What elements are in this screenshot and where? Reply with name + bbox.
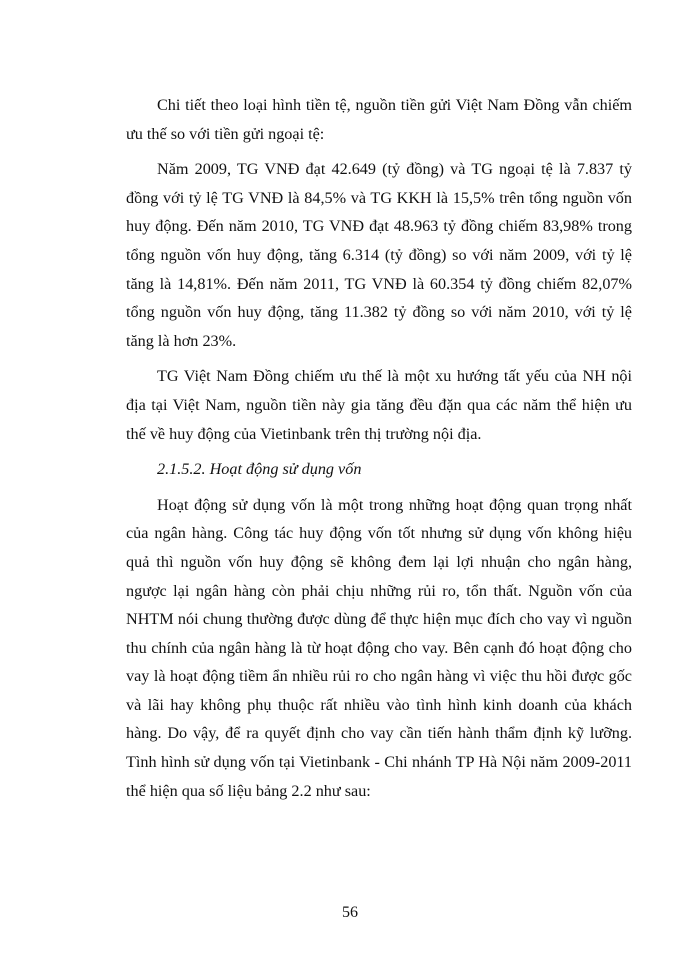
- paragraph-deposit-trend: TG Việt Nam Đồng chiếm ưu thế là một xu hướng tất yếu của NH nội địa tại Việt Nam, nguồn tiền này gia tăng đều đặn qua các năm thể hiện ưu thế về huy động của Vietinbank trên thị trường nội địa.: [126, 367, 632, 443]
- section-heading: 2.1.5.2. Hoạt động sử dụng vốn: [157, 460, 362, 479]
- paragraph-capital-usage: Hoạt động sử dụng vốn là một trong những hoạt động quan trọng nhất của ngân hàng. Công tác huy động vốn tốt nhưng sử dụng vốn không hiệu quả thì nguồn vốn huy động sẽ không đem lại lợi nhuận cho ngân hàng, ngược lại ngân hàng còn phải chịu những rủi ro, tổn thất. Nguồn vốn của NHTM nói chung thường được dùng để thực hiện mục đích cho vay vì nguồn thu chính của ngân hàng là từ hoạt động cho vay. Bên cạnh đó hoạt động cho vay là hoạt động tiềm ẩn nhiều rủi ro cho ngân hàng vì việc thu hồi được gốc và lãi hay không phụ thuộc rất nhiều vào tình hình kinh doanh của khách hàng. Do vậy, để ra quyết định cho vay cần tiến hành thẩm định kỹ lưỡng. Tình hình sử dụng vốn tại Vietinbank - Chi nhánh TP Hà Nội năm 2009-2011 thể hiện qua số liệu bảng 2.2 như sau:: [126, 495, 632, 800]
- paragraph-deposit-figures: Năm 2009, TG VNĐ đạt 42.649 (tỷ đồng) và TG ngoại tệ là 7.837 tỷ đồng với tỷ lệ TG VNĐ là 84,5% và TG KKH là 15,5% trên tổng nguồn vốn huy động. Đến năm 2010, TG VNĐ đạt 48.963 tỷ đồng chiếm 83,98% trong tổng nguồn vốn huy động, tăng 6.314 (tỷ đồng) so với năm 2009, với tỷ lệ tăng là 14,81%. Đến năm 2011, TG VNĐ là 60.354 tỷ đồng chiếm 82,07% tổng nguồn vốn huy động, tăng 11.382 tỷ đồng so với năm 2010, với tỷ lệ tăng là hơn 23%.: [126, 160, 632, 350]
- paragraph-deposit-currency-intro: Chi tiết theo loại hình tiền tệ, nguồn tiền gửi Việt Nam Đồng vẫn chiếm ưu thế so với tiền gửi ngoại tệ:: [126, 96, 632, 143]
- page-content: [126, 91, 632, 812]
- page-number: 56: [342, 904, 358, 921]
